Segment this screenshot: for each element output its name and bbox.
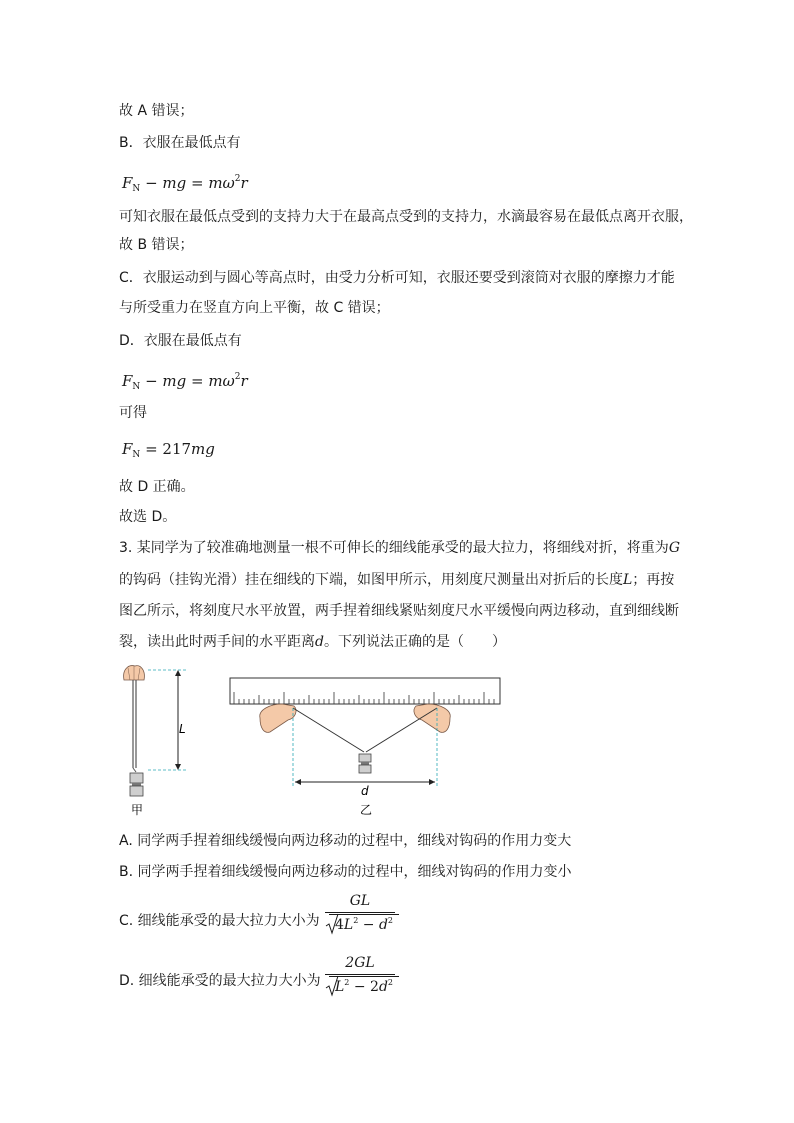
figure-yi (230, 678, 500, 817)
text-line: B．衣服在最低点有 (119, 135, 241, 151)
text-line: 故 B 错误； (119, 237, 194, 253)
text-line: C．衣服运动到与圆心等高点时，由受力分析可知，衣服还要受到滚筒对衣服的摩擦力才能 (119, 270, 675, 286)
figure (110, 660, 510, 820)
question-line: 3. 某同学为了较准确地测量一根不可伸长的细线能承受的最大拉力，将细线对折，将重为G (119, 540, 680, 556)
text-line: 可知衣服在最低点受到的支持力大于在最高点受到的支持力，水滴最容易在最低点离开衣服， (119, 209, 693, 225)
option-a[interactable]: A. 同学两手捏着细线缓慢向两边移动的过程中，细线对钩码的作用力变大 (119, 833, 572, 849)
question-line: 图乙所示，将刻度尺水平放置，两手捏着细线紧贴刻度尺水平缓慢向两边移动，直到细线断 (119, 603, 679, 619)
option-b[interactable]: B. 同学两手捏着细线缓慢向两边移动的过程中，细线对钩码的作用力变小 (119, 864, 572, 880)
fraction-c: $\frac{GL}{4L^2 - d^2}$ (325, 893, 395, 939)
label-yi: 乙 (360, 803, 373, 817)
option-d[interactable]: D. 细线能承受的最大拉力大小为 (119, 973, 321, 989)
equation-3: $F_N = 217mg$ (122, 440, 215, 460)
label-jia: 甲 (131, 803, 144, 817)
equation-1: $F_N$ − mg = $m\omega^2r$ (122, 174, 248, 194)
text-line: 故 D 正确。 (119, 479, 195, 495)
fraction-d: $\frac{2GL}{L^2 - 2d^2}$ (325, 955, 395, 1001)
text-line: 与所受重力在竖直方向上平衡，故 C 错误； (119, 300, 390, 316)
text-line: 故 A 错误； (119, 103, 194, 119)
label-d: d (361, 784, 369, 798)
text-line: D．衣服在最低点有 (119, 333, 242, 349)
equation-2: $F_N$ − mg = $m\omega^2r$ (122, 372, 248, 392)
figure-jia (124, 666, 186, 817)
text-line: 故选 D。 (119, 509, 177, 525)
question-line: 裂，读出此时两手间的水平距离d。下列说法正确的是（ ） (119, 634, 506, 650)
question-line: 的钩码（挂钩光滑）挂在细线的下端，如图甲所示，用刻度尺测量出对折后的长度L；再按 (119, 572, 675, 588)
option-c[interactable]: C. 细线能承受的最大拉力大小为 (119, 913, 320, 929)
text-line: 可得 (119, 405, 147, 421)
label-L: L (179, 722, 186, 736)
